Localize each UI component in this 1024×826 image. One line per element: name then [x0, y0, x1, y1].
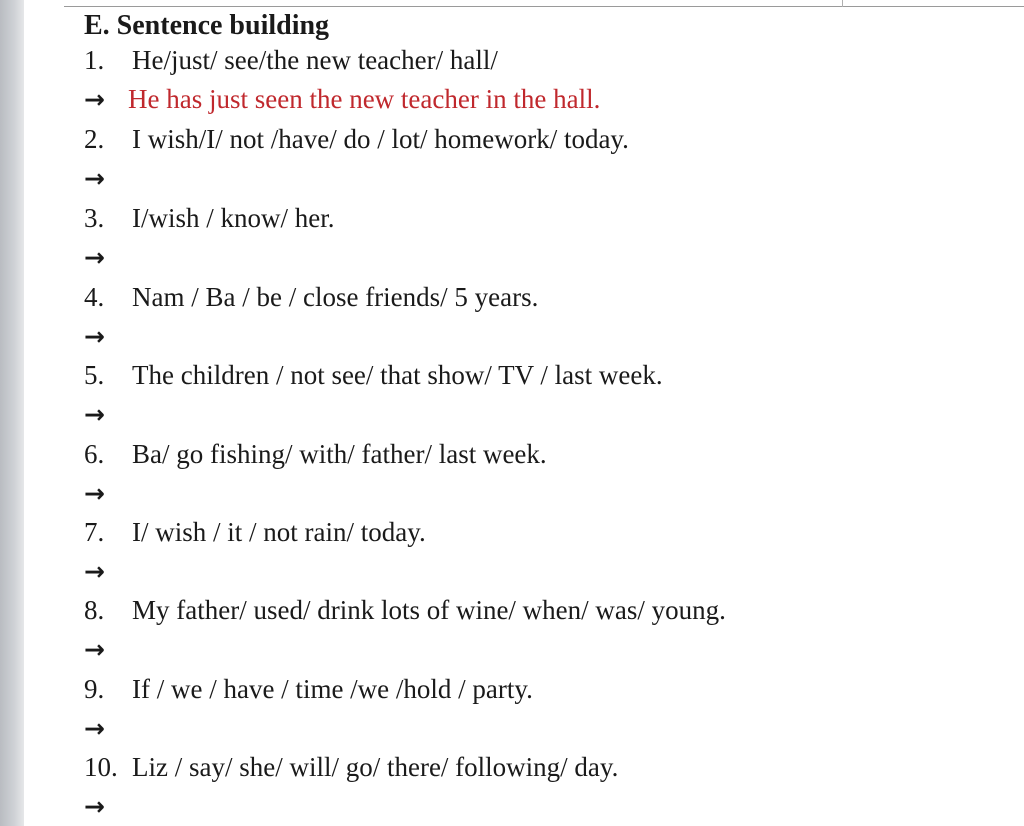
exercise-item-7	[84, 514, 426, 550]
item-prompt: I wish/I/ not /have/ do / lot/ homework/ today.	[132, 124, 629, 154]
item-prompt: If / we / have / time /we /hold / party.	[132, 674, 533, 704]
exercise-item-5	[84, 357, 663, 393]
item-number: 4.	[84, 282, 105, 312]
exercise-item-2	[84, 121, 629, 157]
item-number: 10.	[84, 752, 118, 782]
item-prompt: Ba/ go fishing/ with/ father/ last week.	[132, 439, 547, 469]
item-number: 3.	[84, 203, 105, 233]
item-prompt: Liz / say/ she/ will/ go/ there/ following/ day.	[132, 752, 619, 782]
right-arrow-icon: →	[84, 85, 105, 114]
exercise-item-4	[84, 279, 539, 315]
item-answer: He has just seen the new teacher in the hall.	[128, 84, 601, 114]
answer-line-4	[84, 318, 112, 354]
right-arrow-icon: →	[84, 714, 105, 743]
answer-line-8	[84, 631, 112, 667]
item-number: 2.	[84, 124, 105, 154]
right-arrow-icon: →	[84, 400, 105, 429]
exercise-item-9	[84, 671, 533, 707]
right-arrow-icon: →	[84, 322, 105, 351]
answer-line-5	[84, 396, 112, 432]
page-top-rule	[64, 6, 1024, 7]
item-prompt: My father/ used/ drink lots of wine/ when/ was/ young.	[132, 595, 726, 625]
item-number: 9.	[84, 674, 105, 704]
item-number: 7.	[84, 517, 105, 547]
item-prompt: I/wish / know/ her.	[132, 203, 335, 233]
right-arrow-icon: →	[84, 243, 105, 272]
answer-line-10	[84, 788, 112, 824]
exercise-item-10	[84, 749, 619, 785]
exercise-item-3	[84, 200, 335, 236]
exercise-item-1	[84, 42, 498, 78]
item-prompt: I/ wish / it / not rain/ today.	[132, 517, 426, 547]
item-prompt: He/just/ see/the new teacher/ hall/	[132, 45, 498, 75]
answer-line-7	[84, 553, 112, 589]
item-number: 5.	[84, 360, 105, 390]
right-arrow-icon: →	[84, 164, 105, 193]
item-number: 8.	[84, 595, 105, 625]
item-prompt: Nam / Ba / be / close friends/ 5 years.	[132, 282, 539, 312]
window-left-gutter	[0, 0, 24, 826]
exercise-item-6	[84, 436, 547, 472]
item-number: 6.	[84, 439, 105, 469]
answer-line-9	[84, 710, 112, 746]
right-arrow-icon: →	[84, 479, 105, 508]
section-heading: E. Sentence building	[84, 10, 330, 41]
item-number: 1.	[84, 45, 105, 75]
right-arrow-icon: →	[84, 792, 105, 821]
page-top-tick	[842, 0, 843, 7]
answer-line-6	[84, 475, 112, 511]
item-prompt: The children / not see/ that show/ TV / last week.	[132, 360, 663, 390]
right-arrow-icon: →	[84, 635, 105, 664]
answer-line-2	[84, 160, 112, 196]
answer-line-3	[84, 239, 112, 275]
exercise-item-8	[84, 592, 726, 628]
right-arrow-icon: →	[84, 557, 105, 586]
answer-line-1	[84, 81, 600, 117]
